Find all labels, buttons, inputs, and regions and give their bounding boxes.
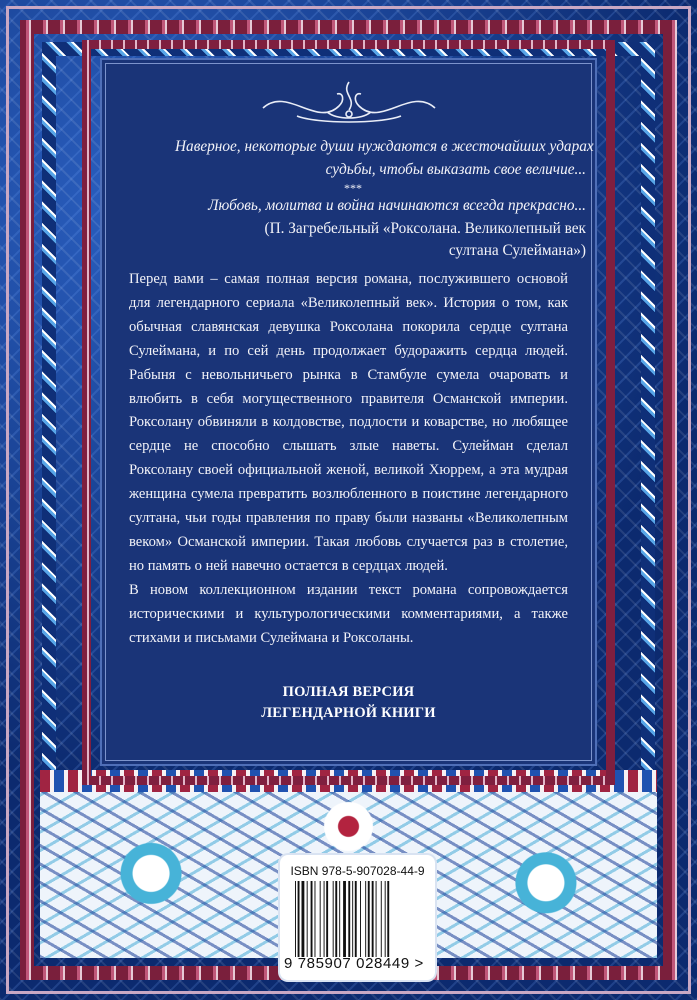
caption-line: ЛЕГЕНДАРНОЙ КНИГИ — [261, 705, 436, 721]
isbn-text: ISBN 978-5-907028-44-9 — [290, 864, 425, 878]
epigraph-source: (П. Загребельный «Роксолана. Великолепный век — [264, 219, 586, 237]
caption-line: ПОЛНАЯ ВЕРСИЯ — [282, 684, 415, 700]
annotation-text — [129, 268, 568, 651]
barcode-label — [280, 855, 435, 980]
edition-caption — [100, 682, 597, 724]
annotation-paragraph: Перед вами – самая полная версия романа, послужившего основой для легендарного сериала «Великолепный век». История о том, как обычная славянская девушка Роксолана покорила сердце султана Сулеймана, и по сей день продолжает будоражить сердца людей. Рабыня с невольничьего рынка в Стамбуле сумела очаровать и влюбить в себя могущественного правителя Османской империи. Роксолану обвиняли в колдовстве, подлости и коварстве, но любящее сердце не способно слышать злые наветы. Сулейман сделал Роксолану своей официальной женой, великой Хюррем, а эта мудрая женщина сумела превратить возлюбленного в поистине легендарного султана, чьи годы правления по праву были названы «Великолепным веком» Османской империи. Такая любовь случается раз в столетие, но память о ней навечно остается в сердцах людей. — [129, 271, 568, 574]
epigraph-line: судьбы, чтобы выказать свое величие... — [325, 160, 586, 178]
flourish-ornament — [257, 76, 441, 134]
epigraph-line: Наверное, некоторые души нуждаются в жесточайших ударах — [175, 138, 594, 155]
barcode-digits: 9 785907 028449 > — [284, 955, 424, 972]
annotation-paragraph: В новом коллекционном издании текст романа сопровождается историческими и культурологическими комментариями, а также стихами и письмами Сулеймана и Роксоланы. — [129, 581, 568, 646]
barcode-icon — [295, 881, 420, 957]
epigraph — [120, 136, 594, 263]
epigraph-line: Любовь, молитва и война начинаются всегда прекрасно... — [208, 197, 586, 214]
epigraph-separator: *** — [344, 181, 362, 195]
epigraph-source: султана Сулеймана») — [448, 242, 586, 259]
